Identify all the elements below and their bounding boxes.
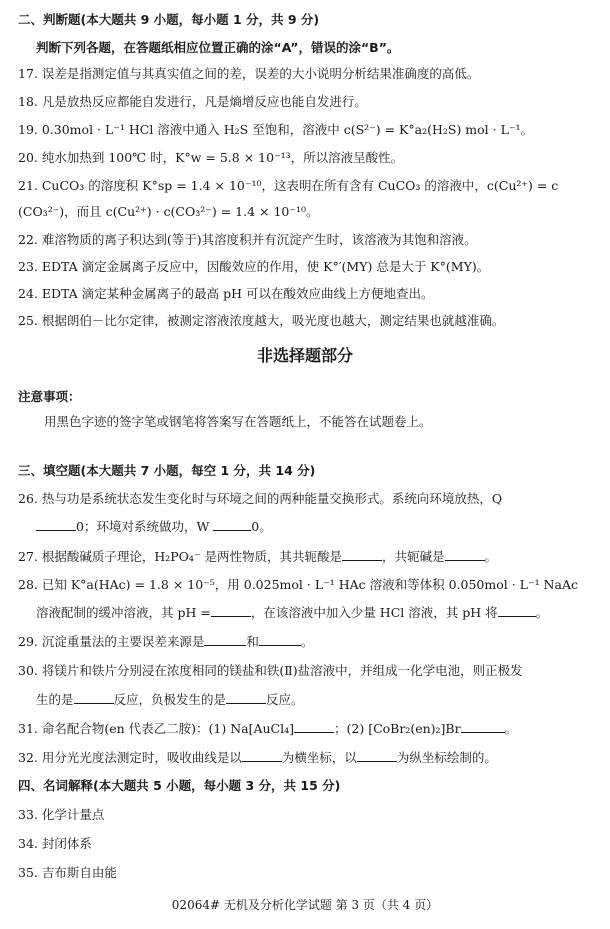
question-22: 22. 难溶物质的离子积达到(等于)其溶度积并有沉淀产生时，该溶液为其饱和溶液。 (18, 232, 477, 247)
question-25: 25. 根据朗伯－比尔定律，被测定溶液浓度越大，吸光度也越大，测定结果也就越准确。 (18, 313, 505, 328)
answer-blank[interactable] (242, 748, 282, 762)
question-21-line1: 21. CuCO₃ 的溶度积 K°sp = 1.4 × 10⁻¹⁰，这表明在所有含有 CuCO₃ 的溶液中，c(Cu²⁺) = c (18, 178, 559, 193)
question-30-line1: 30. 将镁片和铁片分别浸在浓度相同的镁盐和铁(Ⅱ)盐溶液中，并组成一化学电池，则正极发 (18, 663, 523, 678)
question-20: 20. 纯水加热到 100℃ 时，K°w = 5.8 × 10⁻¹³，所以溶液呈酸性。 (18, 150, 404, 165)
notice-label: 注意事项： (18, 389, 81, 404)
question-17: 17. 误差是指测定值与其真实值之间的差，误差的大小说明分析结果准确度的高低。 (18, 66, 480, 81)
answer-blank[interactable] (226, 690, 266, 704)
question-28-line2: 溶液配制的缓冲溶液，其 pH = ，在该溶液中加入少量 HCl 溶液，其 pH 将 。 (36, 605, 549, 620)
question-35: 35. 吉布斯自由能 (18, 865, 117, 880)
answer-blank[interactable] (36, 517, 76, 531)
judge-section-heading: 二、判断题(本大题共 9 小题，每小题 1 分，共 9 分) (18, 12, 320, 27)
page-footer: 02064# 无机及分析化学试题 第 3 页（共 4 页） (171, 898, 439, 912)
question-21-line2: (CO₃²⁻)，而且 c(Cu²⁺) · c(CO₃²⁻) = 1.4 × 10⁻¹⁰。 (18, 204, 319, 219)
question-26-line1: 26. 热与功是系统状态发生变化时与环境之间的两种能量交换形式。系统向环境放热，Q (18, 491, 503, 506)
question-24: 24. EDTA 滴定某种金属离子的最高 pH 可以在酸效应曲线上方便地查出。 (18, 286, 434, 301)
question-34: 34. 封闭体系 (18, 836, 92, 851)
judge-instruction: 判断下列各题，在答题纸相应位置正确的涂“A”，错误的涂“B”。 (36, 40, 400, 55)
answer-blank[interactable] (357, 748, 397, 762)
question-23: 23. EDTA 滴定金属离子反应中，因酸效应的作用，使 K°′(MY) 总是大于 K°(MY)。 (18, 259, 490, 274)
answer-blank[interactable] (74, 690, 114, 704)
question-33: 33. 化学计量点 (18, 807, 105, 822)
nonchoice-title: 非选择题部分 (256, 346, 353, 365)
answer-blank[interactable] (498, 603, 536, 617)
question-32: 32. 用分光光度法测定时，吸收曲线是以 为横坐标，以 为纵坐标绘制的。 (18, 750, 497, 765)
question-30-line2: 生的是 反应，负极发生的是 反应。 (36, 692, 304, 707)
answer-blank[interactable] (213, 517, 251, 531)
question-31: 31. 命名配合物(en 代表乙二胺)：(1) Na[AuCl₄] ；(2) [CoBr₂(en)₂]Br 。 (18, 721, 518, 736)
answer-blank[interactable] (211, 603, 251, 617)
answer-blank[interactable] (461, 719, 505, 733)
answer-blank[interactable] (204, 632, 246, 646)
notice-text: 用黑色字迹的签字笔或钢笔将答案写在答题纸上，不能答在试题卷上。 (44, 414, 432, 429)
question-19: 19. 0.30mol · L⁻¹ HCl 溶液中通入 H₂S 至饱和，溶液中 c(S²⁻) = K°a₂(H₂S) mol · L⁻¹。 (18, 122, 534, 137)
answer-blank[interactable] (294, 719, 334, 733)
question-28-line1: 28. 已知 K°a(HAc) = 1.8 × 10⁻⁵，用 0.025mol · L⁻¹ HAc 溶液和等体积 0.050mol · L⁻¹ NaAc (18, 577, 578, 592)
terms-section-heading: 四、名词解释(本大题共 5 小题，每小题 3 分，共 15 分) (18, 778, 341, 793)
answer-blank[interactable] (445, 547, 485, 561)
question-27: 27. 根据酸碱质子理论，H₂PO₄⁻ 是两性物质，其共轭酸是 ，共轭碱是 。 (18, 549, 498, 564)
answer-blank[interactable] (259, 632, 301, 646)
question-18: 18. 凡是放热反应都能自发进行，凡是熵增反应也能自发进行。 (18, 94, 367, 109)
question-26-line2: 0；环境对系统做功，W 0。 (36, 517, 596, 536)
answer-blank[interactable] (342, 547, 382, 561)
question-29: 29. 沉淀重量法的主要误差来源是 和 。 (18, 634, 314, 649)
fill-section-heading: 三、填空题(本大题共 7 小题，每空 1 分，共 14 分) (18, 463, 316, 478)
